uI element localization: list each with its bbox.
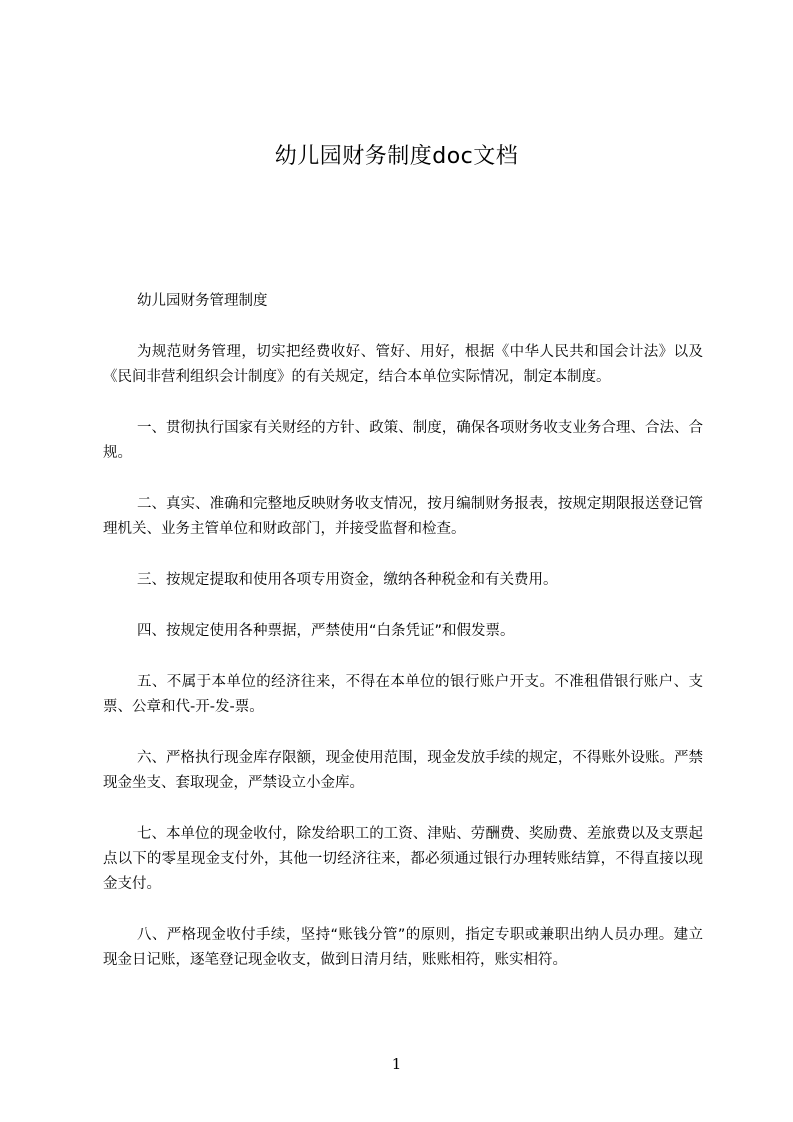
paragraph-item-1: 一、贯彻执行国家有关财经的方针、政策、制度，确保各项财务收支业务合理、合法、合规。 (103, 420, 703, 461)
paragraph-intro: 为规范财务管理，切实把经费收好、管好、用好，根据《中华人民共和国会计法》以及《民间非营利组织会计制度》的有关规定，结合本单位实际情况，制定本制度。 (103, 344, 703, 385)
paragraph-item-7: 七、本单位的现金收付，除发给职工的工资、津贴、劳酬费、奖励费、差旅费以及支票起点以下的零星现金支付外，其他一切经济往来，都必须通过银行办理转账结算，不得直接以现金支付。 (103, 826, 703, 892)
paragraph-item-2: 二、真实、准确和完整地反映财务收支情况，按月编制财务报表，按规定期限报送登记管理机关、业务主管单位和财政部门，并接受监督和检查。 (103, 496, 703, 537)
page-number: 1 (391, 1055, 402, 1073)
paragraph-item-5: 五、不属于本单位的经济往来，不得在本单位的银行账户开支。不准租借银行账户、支票、公章和代-开-发-票。 (103, 674, 703, 715)
section-heading: 幼儿园财务管理制度 (137, 293, 268, 309)
paragraph-item-3: 三、按规定提取和使用各项专用资金，缴纳各种税金和有关费用。 (137, 572, 558, 588)
document-title: 幼儿园财务制度doc文档 (274, 144, 519, 169)
paragraph-item-8: 八、严格现金收付手续，坚持“账钱分管”的原则，指定专职或兼职出纳人员办理。建立现金日记账，逐笔登记现金收支，做到日清月结，账账相符，账实相符。 (103, 927, 703, 968)
paragraph-item-4: 四、按规定使用各种票据，严禁使用“白条凭证”和假发票。 (137, 623, 515, 639)
paragraph-item-6: 六、严格执行现金库存限额，现金使用范围，现金发放手续的规定，不得账外设账。严禁现金坐支、套取现金，严禁设立小金库。 (103, 750, 703, 791)
document-body (103, 289, 703, 999)
